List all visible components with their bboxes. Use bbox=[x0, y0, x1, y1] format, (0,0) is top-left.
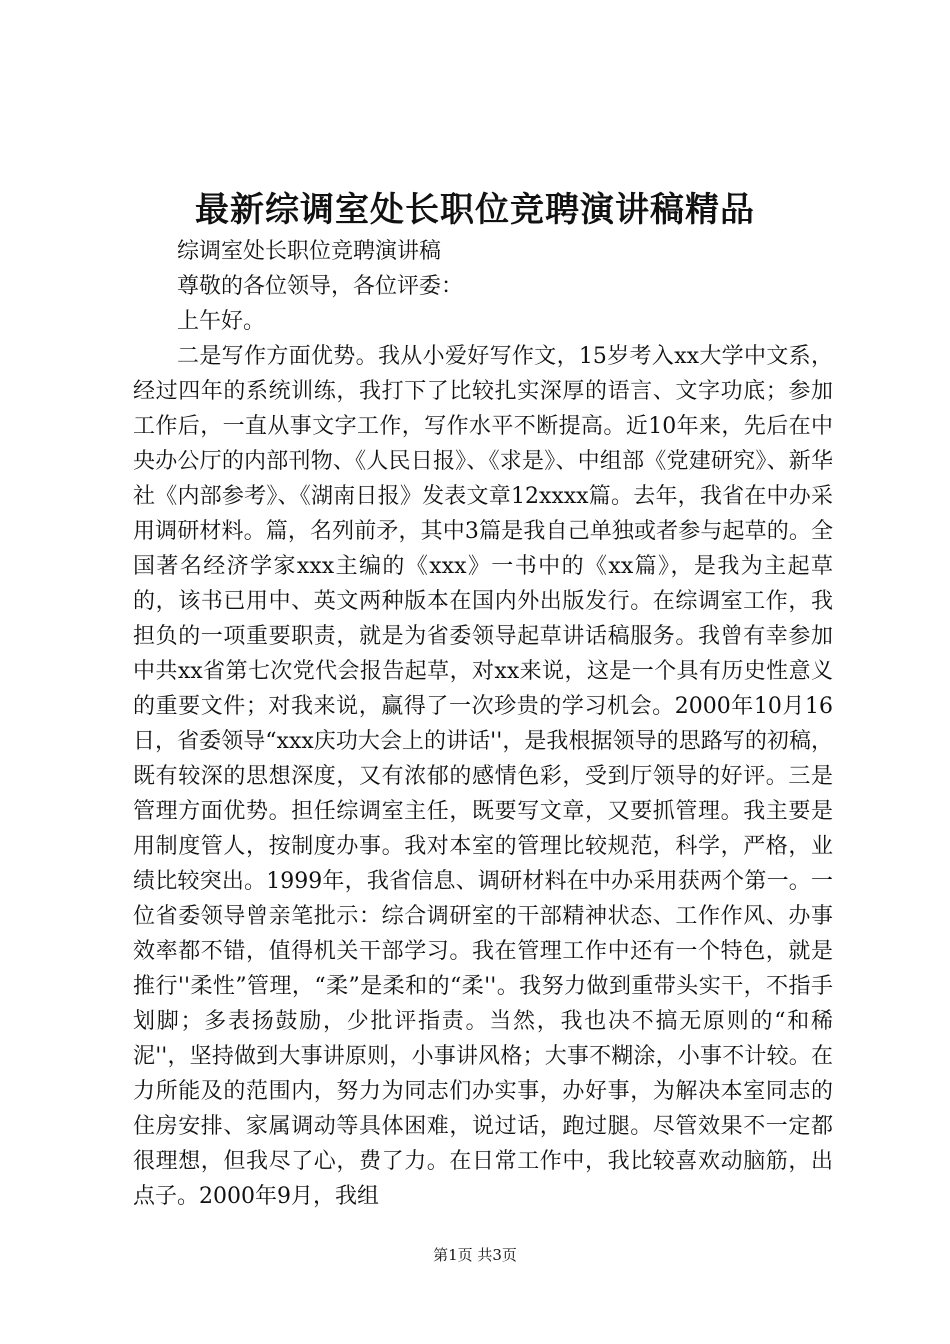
paragraph-subtitle: 综调室处长职位竞聘演讲稿 bbox=[177, 239, 442, 264]
page-footer: 第1页 共3页 bbox=[433, 1246, 517, 1264]
paragraph-greeting: 上午好。 bbox=[177, 309, 266, 334]
document-title: 最新综调室处长职位竞聘演讲稿精品 bbox=[195, 190, 755, 230]
paragraph-main: 二是写作方面优势。我从小爱好写作文，15岁考入xx大学中文系，经过四年的系统训练，我打下了比较扎实深厚的语言、文字功底；参加工作后，一直从事文字工作，写作水平不断提高。近10年来，先后在中央办公厅的内部刊物、《人民日报》、《求是》、中组部《党建研究》、新华社《内部参考》、《湖南日报》发表文章12xxxx篇。去年，我省在中办采用调研材料。篇，名列前矛，其中3篇是我自己单独或者参与起草的。全国著名经济学家xxx主编的《xxx》一书中的《xx篇》，是我为主起草的，该书已用中、英文两种版本在国内外出版发行。在综调室工作，我担负的一项重要职责，就是为省委领导起草讲话稿服务。我曾有幸参加中共xx省第七次党代会报告起草，对xx来说，这是一个具有历史性意义的重要文件；对我来说，赢得了一次珍贵的学习机会。2000年10月16日，省委领导“xxx庆功大会上的讲话''，是我根据领导的思路写的初稿，既有较深的思想深度，又有浓郁的感情色彩，受到厅领导的好评。三是管理方面优势。担任综调室主任，既要写文章，又要抓管理。我主要是用制度管人，按制度办事。我对本室的管理比较规范，科学，严格，业绩比较突出。1999年，我省信息、调研材料在中办采用获两个第一。一位省委领导曾亲笔批示：综合调研室的干部精神状态、工作作风、办事效率都不错，值得机关干部学习。我在管理工作中还有一个特色，就是推行''柔性”管理，“柔”是柔和的“柔''。我努力做到重带头实干，不指手划脚；多表扬鼓励，少批评指责。当然，我也决不搞无原则的“和稀泥''，坚持做到大事讲原则，小事讲风格；大事不糊涂，小事不计较。在力所能及的范围内，努力为同志们办实事，办好事，为解决本室同志的住房安排、家属调动等具体困难，说过话，跑过腿。尽管效果不一定都很理想，但我尽了心，费了力。在日常工作中，我比较喜欢动脑筋，出点子。2000年9月，我组 bbox=[133, 344, 833, 1209]
document-body bbox=[133, 234, 833, 1214]
paragraph-salutation: 尊敬的各位领导，各位评委： bbox=[177, 274, 464, 299]
